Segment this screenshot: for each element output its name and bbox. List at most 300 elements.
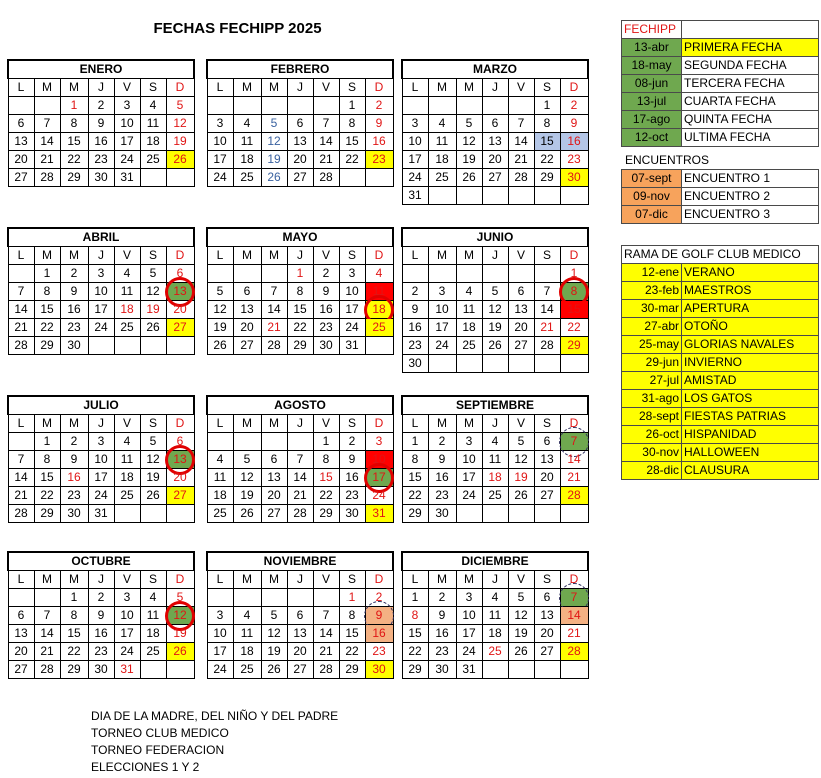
day-cell: 15 xyxy=(339,625,365,643)
rama-label: MAESTROS xyxy=(682,282,819,300)
day-cell: 30 xyxy=(60,337,88,355)
fechipp-header-blank xyxy=(682,21,819,39)
day-cell: 12 xyxy=(482,301,508,319)
day-cell: 28 xyxy=(313,661,339,679)
day-cell: 29 xyxy=(60,169,88,187)
weekday-header: L xyxy=(402,415,428,433)
day-cell: 16 xyxy=(365,625,393,643)
day-cell: 13 xyxy=(287,625,313,643)
weekday-header: M xyxy=(233,247,261,265)
day-cell: 20 xyxy=(287,643,313,661)
rama-date: 28-dic xyxy=(622,462,682,480)
weekday-header: M xyxy=(60,247,88,265)
day-cell: 19 xyxy=(508,625,534,643)
day-cell: 12 xyxy=(233,469,261,487)
day-cell: 2 xyxy=(313,265,339,283)
day-cell: 8 xyxy=(287,283,313,301)
day-cell: 23 xyxy=(339,487,365,505)
day-cell: 13 xyxy=(166,283,194,301)
day-cell: 3 xyxy=(88,433,114,451)
day-cell: 20 xyxy=(534,625,560,643)
day-cell: 16 xyxy=(88,625,114,643)
day-cell: 23 xyxy=(428,643,456,661)
empty-cell xyxy=(261,265,287,283)
day-cell: 10 xyxy=(456,451,482,469)
month-name: NOVIEMBRE xyxy=(207,552,393,571)
empty-cell xyxy=(482,505,508,523)
day-cell: 10 xyxy=(88,283,114,301)
weekday-header: M xyxy=(456,571,482,589)
legend-label: DIA DE LA MADRE, DEL NIÑO Y DEL PADRE xyxy=(91,709,339,723)
day-cell: 8 xyxy=(534,115,560,133)
day-cell: 9 xyxy=(402,301,428,319)
day-cell: 10 xyxy=(88,451,114,469)
day-cell: 1 xyxy=(34,433,60,451)
day-cell: 1 xyxy=(287,265,313,283)
day-cell: 23 xyxy=(365,643,393,661)
day-cell: 5 xyxy=(207,283,233,301)
day-cell: 5 xyxy=(233,451,261,469)
day-cell: 28 xyxy=(8,337,34,355)
day-cell: 3 xyxy=(365,433,393,451)
day-cell: 14 xyxy=(534,301,560,319)
day-cell: 22 xyxy=(34,487,60,505)
day-cell: 26 xyxy=(140,487,166,505)
day-cell: 26 xyxy=(261,661,287,679)
day-cell: 29 xyxy=(534,169,560,187)
day-cell: 17 xyxy=(114,133,140,151)
day-cell: 21 xyxy=(34,151,60,169)
fechipp-table xyxy=(621,20,819,147)
fechipp-label: ULTIMA FECHA xyxy=(682,129,819,147)
weekday-header: D xyxy=(365,79,393,97)
day-cell: 4 xyxy=(140,589,166,607)
day-cell: 26 xyxy=(261,169,287,187)
day-cell: 9 xyxy=(365,115,393,133)
encuentro-label: ENCUENTRO 1 xyxy=(682,170,819,188)
day-cell: 26 xyxy=(166,151,194,169)
day-cell: 19 xyxy=(261,643,287,661)
day-cell: 28 xyxy=(287,505,313,523)
day-cell: 27 xyxy=(534,643,560,661)
weekday-header: V xyxy=(114,571,140,589)
empty-cell xyxy=(287,433,313,451)
day-cell: 10 xyxy=(402,133,428,151)
day-cell: 11 xyxy=(365,283,393,301)
day-cell: 4 xyxy=(233,607,261,625)
day-cell: 12 xyxy=(140,283,166,301)
empty-cell xyxy=(508,661,534,679)
empty-cell xyxy=(365,337,393,355)
day-cell: 6 xyxy=(233,283,261,301)
day-cell: 30 xyxy=(428,661,456,679)
empty-cell xyxy=(482,265,508,283)
month-diciembre xyxy=(401,551,589,679)
month-marzo xyxy=(401,59,589,205)
day-cell: 16 xyxy=(428,469,456,487)
day-cell: 8 xyxy=(402,607,428,625)
month-junio xyxy=(401,227,589,373)
rama-date: 25-may xyxy=(622,336,682,354)
day-cell: 11 xyxy=(207,469,233,487)
weekday-header: L xyxy=(8,571,34,589)
weekday-header: M xyxy=(456,415,482,433)
day-cell: 13 xyxy=(8,133,34,151)
day-cell: 7 xyxy=(560,433,588,451)
day-cell: 1 xyxy=(560,265,588,283)
day-cell: 15 xyxy=(339,133,365,151)
rama-date: 23-feb xyxy=(622,282,682,300)
empty-cell xyxy=(456,355,482,373)
empty-cell xyxy=(233,97,261,115)
empty-cell xyxy=(166,661,194,679)
rama-table xyxy=(621,245,819,480)
empty-cell xyxy=(456,187,482,205)
day-cell: 7 xyxy=(8,451,34,469)
day-cell: 23 xyxy=(60,487,88,505)
day-cell: 18 xyxy=(482,469,508,487)
day-cell: 21 xyxy=(313,643,339,661)
day-cell: 13 xyxy=(508,301,534,319)
rama-date: 30-mar xyxy=(622,300,682,318)
empty-cell xyxy=(261,433,287,451)
day-cell: 16 xyxy=(60,301,88,319)
day-cell: 2 xyxy=(402,283,428,301)
weekday-header: J xyxy=(482,247,508,265)
day-cell: 5 xyxy=(140,433,166,451)
day-cell: 14 xyxy=(261,301,287,319)
empty-cell xyxy=(233,265,261,283)
day-cell: 20 xyxy=(482,151,508,169)
day-cell: 14 xyxy=(560,451,588,469)
day-cell: 9 xyxy=(428,451,456,469)
day-cell: 21 xyxy=(534,319,560,337)
empty-cell xyxy=(8,265,34,283)
day-cell: 27 xyxy=(166,319,194,337)
day-cell: 22 xyxy=(60,151,88,169)
day-cell: 6 xyxy=(534,433,560,451)
day-cell: 5 xyxy=(508,589,534,607)
weekday-header: S xyxy=(534,247,560,265)
day-cell: 31 xyxy=(88,505,114,523)
day-cell: 4 xyxy=(140,97,166,115)
day-cell: 21 xyxy=(560,469,588,487)
month-septiembre xyxy=(401,395,589,523)
weekday-header: J xyxy=(88,79,114,97)
month-octubre xyxy=(7,551,195,679)
day-cell: 13 xyxy=(8,625,34,643)
empty-cell xyxy=(402,97,428,115)
empty-cell xyxy=(207,433,233,451)
empty-cell xyxy=(114,505,140,523)
weekday-header: V xyxy=(313,247,339,265)
day-cell: 14 xyxy=(287,469,313,487)
weekday-header: L xyxy=(8,415,34,433)
day-cell: 24 xyxy=(114,643,140,661)
empty-cell xyxy=(8,433,34,451)
day-cell: 3 xyxy=(207,607,233,625)
weekday-header: L xyxy=(8,79,34,97)
day-cell: 19 xyxy=(140,469,166,487)
day-cell: 9 xyxy=(339,451,365,469)
weekday-header: M xyxy=(456,247,482,265)
weekday-header: M xyxy=(233,571,261,589)
day-cell: 6 xyxy=(8,115,34,133)
day-cell: 15 xyxy=(34,469,60,487)
day-cell: 20 xyxy=(534,469,560,487)
empty-cell xyxy=(166,505,194,523)
day-cell: 1 xyxy=(313,433,339,451)
weekday-header: J xyxy=(287,415,313,433)
day-cell: 22 xyxy=(534,151,560,169)
day-cell: 22 xyxy=(560,319,588,337)
day-cell: 7 xyxy=(261,283,287,301)
fechipp-date: 13-jul xyxy=(622,93,682,111)
weekday-header: J xyxy=(88,415,114,433)
day-cell: 19 xyxy=(508,469,534,487)
day-cell: 10 xyxy=(114,607,140,625)
day-cell: 28 xyxy=(8,505,34,523)
empty-cell xyxy=(534,265,560,283)
day-cell: 24 xyxy=(428,337,456,355)
day-cell: 28 xyxy=(313,169,339,187)
day-cell: 10 xyxy=(207,625,233,643)
day-cell: 15 xyxy=(534,133,560,151)
day-cell: 6 xyxy=(166,433,194,451)
day-cell: 16 xyxy=(339,469,365,487)
day-cell: 17 xyxy=(207,643,233,661)
day-cell: 23 xyxy=(428,487,456,505)
weekday-header: M xyxy=(34,571,60,589)
day-cell: 9 xyxy=(60,451,88,469)
day-cell: 27 xyxy=(8,661,34,679)
empty-cell xyxy=(166,169,194,187)
day-cell: 6 xyxy=(166,265,194,283)
day-cell: 20 xyxy=(166,469,194,487)
weekday-header: S xyxy=(140,571,166,589)
day-cell: 27 xyxy=(287,169,313,187)
day-cell: 22 xyxy=(339,151,365,169)
day-cell: 10 xyxy=(456,607,482,625)
weekday-header: J xyxy=(482,79,508,97)
day-cell: 19 xyxy=(166,133,194,151)
rama-date: 26-oct xyxy=(622,426,682,444)
day-cell: 25 xyxy=(233,661,261,679)
day-cell: 20 xyxy=(233,319,261,337)
rama-label: LOS GATOS xyxy=(682,390,819,408)
empty-cell xyxy=(534,355,560,373)
month-enero xyxy=(7,59,195,187)
empty-cell xyxy=(534,505,560,523)
weekday-header: S xyxy=(534,571,560,589)
day-cell: 5 xyxy=(261,115,287,133)
weekday-header: L xyxy=(402,79,428,97)
day-cell: 15 xyxy=(34,301,60,319)
empty-cell xyxy=(534,187,560,205)
day-cell: 18 xyxy=(140,133,166,151)
day-cell: 29 xyxy=(34,337,60,355)
day-cell: 6 xyxy=(482,115,508,133)
day-cell: 28 xyxy=(34,169,60,187)
day-cell: 30 xyxy=(365,661,393,679)
rama-date: 31-ago xyxy=(622,390,682,408)
legend-label: TORNEO CLUB MEDICO xyxy=(91,726,229,740)
month-name: JUNIO xyxy=(402,228,588,247)
weekday-header: V xyxy=(508,79,534,97)
day-cell: 20 xyxy=(8,151,34,169)
day-cell: 11 xyxy=(482,607,508,625)
rama-label: CLAUSURA xyxy=(682,462,819,480)
month-name: ABRIL xyxy=(8,228,194,247)
empty-cell xyxy=(114,337,140,355)
day-cell: 14 xyxy=(313,133,339,151)
day-cell: 10 xyxy=(365,451,393,469)
weekday-header: M xyxy=(233,79,261,97)
day-cell: 18 xyxy=(482,625,508,643)
day-cell: 9 xyxy=(428,607,456,625)
month-name: JULIO xyxy=(8,396,194,415)
weekday-header: D xyxy=(166,415,194,433)
day-cell: 10 xyxy=(428,301,456,319)
day-cell: 30 xyxy=(402,355,428,373)
weekday-header: D xyxy=(560,415,588,433)
weekday-header: M xyxy=(428,79,456,97)
weekday-header: M xyxy=(34,415,60,433)
day-cell: 24 xyxy=(88,319,114,337)
day-cell: 15 xyxy=(402,469,428,487)
month-name: FEBRERO xyxy=(207,60,393,79)
fechipp-date: 17-ago xyxy=(622,111,682,129)
empty-cell xyxy=(508,505,534,523)
day-cell: 13 xyxy=(534,607,560,625)
day-cell: 25 xyxy=(140,643,166,661)
empty-cell xyxy=(140,337,166,355)
day-cell: 17 xyxy=(88,469,114,487)
day-cell: 15 xyxy=(60,133,88,151)
day-cell: 12 xyxy=(261,625,287,643)
day-cell: 2 xyxy=(365,589,393,607)
day-cell: 27 xyxy=(287,661,313,679)
day-cell: 24 xyxy=(456,643,482,661)
day-cell: 23 xyxy=(88,643,114,661)
day-cell: 26 xyxy=(207,337,233,355)
day-cell: 9 xyxy=(88,607,114,625)
empty-cell xyxy=(365,169,393,187)
day-cell: 16 xyxy=(428,625,456,643)
day-cell: 4 xyxy=(456,283,482,301)
fechipp-date: 13-abr xyxy=(622,39,682,57)
day-cell: 3 xyxy=(402,115,428,133)
day-cell: 3 xyxy=(88,265,114,283)
empty-cell xyxy=(339,169,365,187)
day-cell: 17 xyxy=(402,151,428,169)
day-cell: 23 xyxy=(560,151,588,169)
day-cell: 28 xyxy=(34,661,60,679)
weekday-header: M xyxy=(456,79,482,97)
day-cell: 24 xyxy=(402,169,428,187)
day-cell: 18 xyxy=(456,319,482,337)
day-cell: 28 xyxy=(560,643,588,661)
day-cell: 17 xyxy=(114,625,140,643)
day-cell: 20 xyxy=(261,487,287,505)
day-cell: 7 xyxy=(560,589,588,607)
day-cell: 29 xyxy=(313,505,339,523)
weekday-header: D xyxy=(166,571,194,589)
day-cell: 14 xyxy=(313,625,339,643)
empty-cell xyxy=(261,97,287,115)
day-cell: 6 xyxy=(287,115,313,133)
day-cell: 24 xyxy=(207,169,233,187)
day-cell: 22 xyxy=(60,643,88,661)
weekday-header: L xyxy=(402,247,428,265)
weekday-header: S xyxy=(534,415,560,433)
day-cell: 22 xyxy=(339,643,365,661)
weekday-header: L xyxy=(402,571,428,589)
day-cell: 19 xyxy=(261,151,287,169)
day-cell: 5 xyxy=(261,607,287,625)
fechipp-date: 08-jun xyxy=(622,75,682,93)
day-cell: 4 xyxy=(233,115,261,133)
day-cell: 2 xyxy=(560,97,588,115)
day-cell: 20 xyxy=(8,643,34,661)
day-cell: 22 xyxy=(313,487,339,505)
weekday-header: M xyxy=(428,247,456,265)
day-cell: 30 xyxy=(88,169,114,187)
day-cell: 12 xyxy=(261,133,287,151)
encuentros-header: ENCUENTROS xyxy=(625,153,710,167)
day-cell: 23 xyxy=(365,151,393,169)
rama-label: OTOÑO xyxy=(682,318,819,336)
day-cell: 24 xyxy=(88,487,114,505)
empty-cell xyxy=(34,589,60,607)
day-cell: 26 xyxy=(140,319,166,337)
day-cell: 30 xyxy=(339,505,365,523)
day-cell: 8 xyxy=(339,115,365,133)
day-cell: 18 xyxy=(114,469,140,487)
day-cell: 7 xyxy=(8,283,34,301)
day-cell: 28 xyxy=(261,337,287,355)
empty-cell xyxy=(88,337,114,355)
day-cell: 31 xyxy=(339,337,365,355)
day-cell: 31 xyxy=(456,661,482,679)
empty-cell xyxy=(482,187,508,205)
empty-cell xyxy=(428,187,456,205)
day-cell: 7 xyxy=(34,607,60,625)
day-cell: 1 xyxy=(534,97,560,115)
weekday-header: L xyxy=(207,79,233,97)
weekday-header: V xyxy=(313,415,339,433)
day-cell: 17 xyxy=(456,469,482,487)
day-cell: 17 xyxy=(339,301,365,319)
day-cell: 27 xyxy=(482,169,508,187)
day-cell: 14 xyxy=(34,133,60,151)
weekday-header: V xyxy=(313,571,339,589)
day-cell: 17 xyxy=(428,319,456,337)
day-cell: 23 xyxy=(60,319,88,337)
day-cell: 19 xyxy=(166,625,194,643)
day-cell: 30 xyxy=(428,505,456,523)
day-cell: 16 xyxy=(560,133,588,151)
day-cell: 8 xyxy=(402,451,428,469)
day-cell: 16 xyxy=(88,133,114,151)
day-cell: 6 xyxy=(261,451,287,469)
day-cell: 19 xyxy=(456,151,482,169)
day-cell: 7 xyxy=(508,115,534,133)
empty-cell xyxy=(508,187,534,205)
day-cell: 29 xyxy=(287,337,313,355)
encuentro-date: 09-nov xyxy=(622,188,682,206)
month-julio xyxy=(7,395,195,523)
